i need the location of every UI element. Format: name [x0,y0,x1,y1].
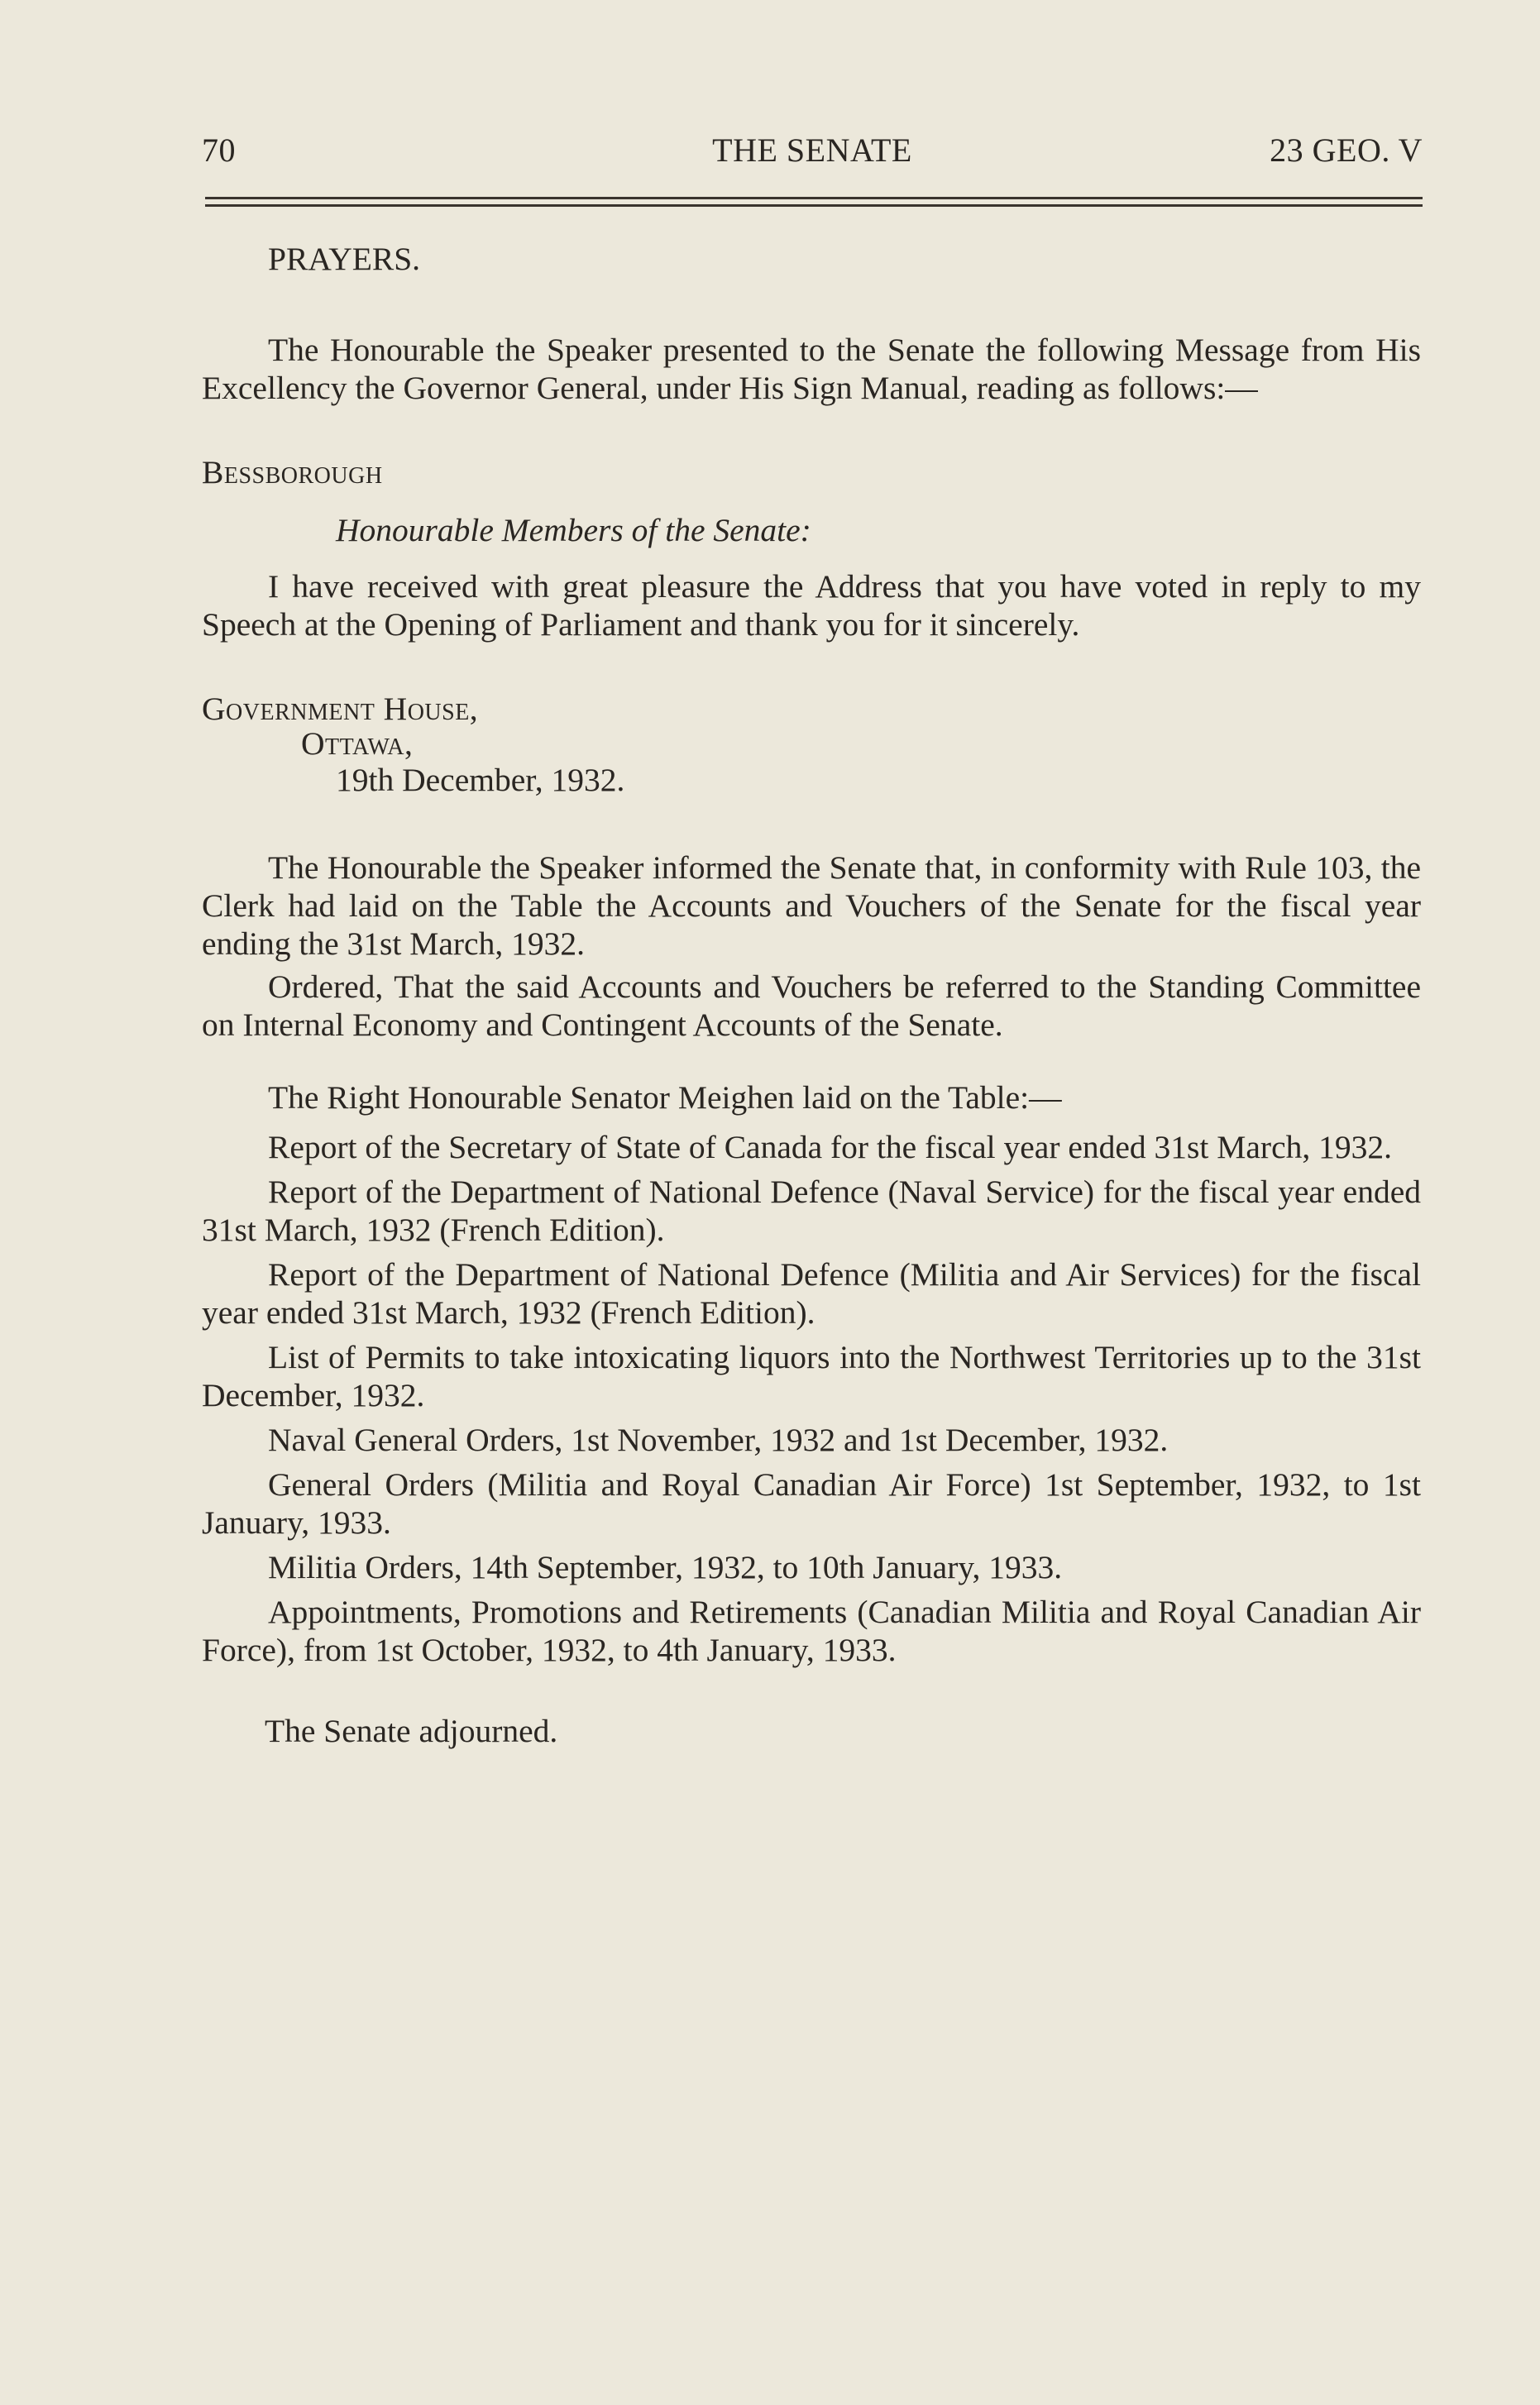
message-place-line2: Ottawa, [301,725,414,762]
regnal-year: 23 GEO. V [1270,131,1423,169]
tabled-item: Report of the Department of National Defence (Militia and Air Services) for the fiscal year ended 31st March, 1932 (French Edition). [202,1256,1421,1331]
tabled-documents-block [202,1078,1421,1676]
message-date: 19th December, 1932. [336,762,625,798]
tabled-item: Militia Orders, 14th September, 1932, to 10th January, 1933. [268,1549,1063,1585]
message-body-block [202,567,1421,643]
tabled-item: Appointments, Promotions and Retirements (Canadian Militia and Royal Canadian Air Force), from 1st October, 1932, to 4th January, 1933. [202,1594,1421,1668]
message-intro: The Honourable the Speaker presented to the Senate the following Message from His Excellency the Governor General, under His Sign Manual, reading as follows:— [202,332,1421,406]
accounts-block [202,849,1421,1049]
message-body: I have received with great pleasure the Address that you have voted in reply to my Speech at the Opening of Parliament and thank you for it sincerely. [202,568,1421,643]
tabled-intro: The Right Honourable Senator Meighen laid on the Table:— [268,1079,1062,1116]
tabled-item: General Orders (Militia and Royal Canadian Air Force) 1st September, 1932, to 1st January, 1933. [202,1466,1421,1541]
prayers-heading: PRAYERS. [268,241,421,277]
page-header [202,131,1423,180]
tabled-item: Report of the Department of National Defence (Naval Service) for the fiscal year ended 31st March, 1932 (French Edition). [202,1174,1421,1248]
message-signature: Bessborough [202,454,383,490]
header-rule-top [205,197,1423,199]
page-number: 70 [202,131,236,169]
running-title: THE SENATE [712,131,912,169]
message-intro-block [202,331,1421,407]
header-rule-bottom [205,204,1423,207]
accounts-paragraph: The Honourable the Speaker informed the Senate that, in conformity with Rule 103, the Clerk had laid on the Table the Accounts and Vouchers of the Senate for the fiscal year ending the 31st March, 1932. [202,849,1421,962]
message-place-line1: Government House, [202,691,479,727]
tabled-item: Naval General Orders, 1st November, 1932 and 1st December, 1932. [268,1422,1169,1458]
adjournment-line: The Senate adjourned. [265,1713,558,1749]
accounts-order-paragraph: Ordered, That the said Accounts and Vouchers be referred to the Standing Committee on Internal Economy and Contingent Accounts of the Senate. [202,968,1421,1043]
message-salutation: Honourable Members of the Senate: [336,512,811,548]
tabled-item: List of Permits to take intoxicating liquors into the Northwest Territories up to the 31st December, 1932. [202,1339,1421,1413]
tabled-item: Report of the Secretary of State of Canada for the fiscal year ended 31st March, 1932. [268,1129,1392,1165]
